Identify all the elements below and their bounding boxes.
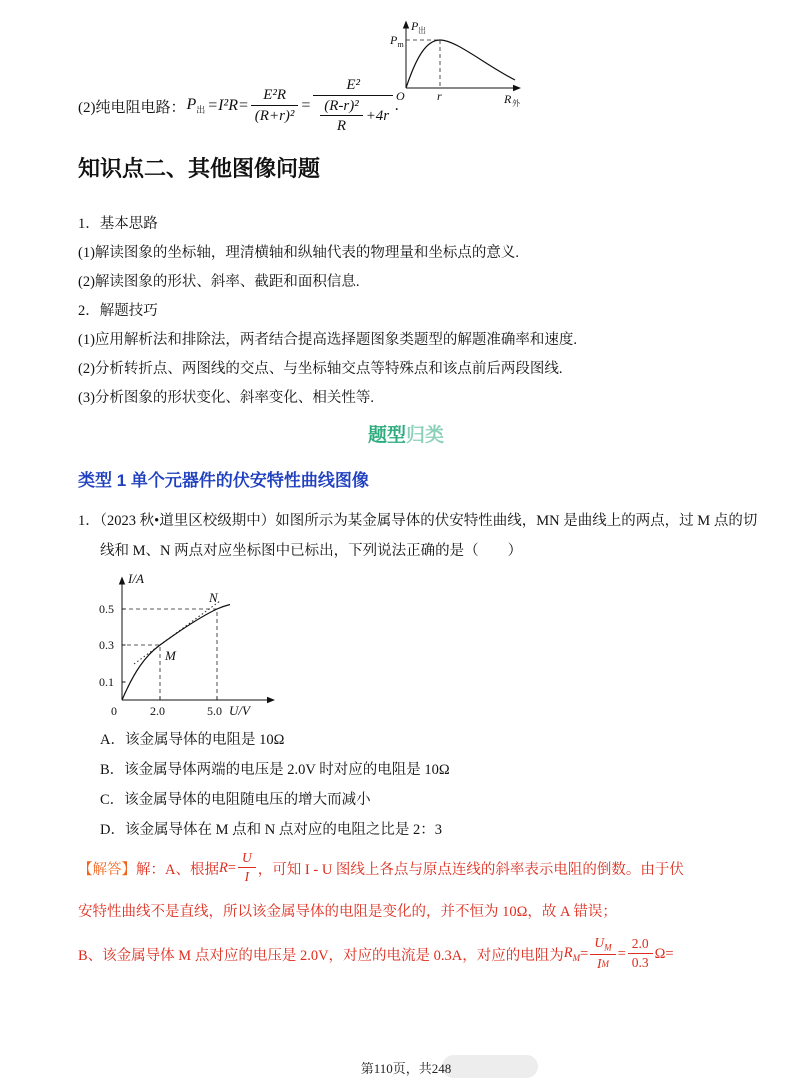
- fraction-2: E² $\frac{\text{(R-r)²}}{R}$ +4r: [313, 76, 393, 136]
- y-tick-label: 0.5: [99, 602, 114, 616]
- question-text: 1．（2023 秋•道里区校级期中）如图所示为某金属导体的伏安特性曲线，MN 是曲线上的两点，过 M 点的切线和 M、N 两点对应坐标图中已标出，下列说法正确的是（ ）: [78, 513, 758, 559]
- equals-sign: =: [617, 945, 626, 962]
- fraction-1: $\frac{\text{E²R}}{\text{(R+r)²}}$: [251, 86, 299, 126]
- r-external-axis-sub: 外: [512, 99, 520, 108]
- options-list: [100, 723, 450, 843]
- y-axis-arrow: [119, 577, 125, 585]
- formula-eq1: =I²R=: [207, 97, 249, 114]
- formula-eq2: =: [300, 97, 312, 114]
- answer-text: ，可知 I - U 图线上各点与原点连线的斜率表示电阻的倒数。由于伏: [257, 861, 684, 878]
- u-over-i-fraction: $\frac{U}{I}$: [238, 850, 256, 886]
- knowledge-lines: [78, 208, 577, 411]
- p-out-variable: $P_出$: [186, 95, 206, 116]
- power-curve: [406, 40, 515, 88]
- y-tick-label: 0.1: [99, 675, 114, 689]
- pm-label: P: [390, 33, 398, 47]
- r-external-axis-label: R: [504, 92, 512, 106]
- answer-text: B、该金属导体 M 点对应的电压是 2.0V，对应的电流是 0.3A，对应的电阻为: [78, 947, 564, 964]
- section-heading: 知识点二、其他图像问题: [78, 156, 321, 181]
- point-n-label: N: [209, 590, 218, 605]
- voltage-axis-label: U/V: [229, 703, 250, 718]
- r-variable: R: [218, 859, 228, 876]
- power-graph-figure: [388, 16, 528, 113]
- knowledge-line: (1)解读图象的坐标轴，理清横轴和纵轴代表的物理量和坐标点的意义.: [78, 245, 520, 261]
- x-axis-arrow: [513, 85, 521, 91]
- answer-text: 解：A、根据: [136, 861, 219, 878]
- current-axis-label: I/A: [128, 571, 144, 586]
- iv-characteristic-graph: [88, 568, 288, 728]
- answer-label: 【解答】: [78, 861, 136, 878]
- numeric-fraction: $\frac{2.0}{0.3}$: [628, 936, 653, 972]
- formula-label: (2)纯电阻电路：: [78, 99, 186, 116]
- answer-line-2: [78, 890, 768, 930]
- p-out-axis-label: P: [411, 19, 419, 33]
- knowledge-line: (1)应用解析法和排除法，两者结合提高选择题图象类题型的解题准确率和速度.: [78, 332, 578, 348]
- badge-part2: 归类: [406, 425, 445, 446]
- knowledge-line: (2)分析转折点、两图线的交点、与坐标轴交点等特殊点和该点前后两段图线.: [78, 361, 563, 377]
- equals-sign: =: [580, 945, 589, 962]
- iv-graph-figure: [88, 568, 288, 733]
- origin-label: O: [396, 89, 405, 103]
- pure-resistance-formula: [78, 70, 400, 142]
- equals-sign: =: [227, 859, 237, 876]
- option-d: D．该金属导体在 M 点和 N 点对应的电阻之比是 2：3: [100, 821, 442, 838]
- answer-text: Ω=: [654, 945, 674, 962]
- p-out-axis-sub: 出: [418, 26, 426, 35]
- y-tick-label: 0.3: [99, 638, 114, 652]
- formula-period: .: [395, 97, 400, 114]
- knowledge-line: 1．基本思路: [78, 216, 158, 232]
- option-a: A．该金属导体的电阻是 10Ω: [100, 731, 285, 748]
- iv-curve: [122, 605, 230, 701]
- rm-variable: $R_M$: [563, 945, 581, 963]
- formula-math: [186, 76, 401, 136]
- option-b: B．该金属导体两端的电压是 2.0V 时对应的电阻是 10Ω: [100, 761, 450, 778]
- um-over-im-fraction: $U_M$ I M: [590, 935, 615, 973]
- badge-part1: 题型: [367, 425, 406, 446]
- knowledge-line: (2)解读图象的形状、斜率、截距和面积信息.: [78, 274, 360, 290]
- knowledge-line: 2．解题技巧: [78, 303, 158, 319]
- answer-block: [78, 846, 768, 978]
- origin-tick-label: 0: [111, 704, 117, 718]
- x-tick-label: 5.0: [207, 704, 222, 718]
- point-m-label: M: [165, 648, 176, 663]
- x-tick-label: 2.0: [150, 704, 165, 718]
- peak-guide-dashes: [406, 40, 440, 88]
- answer-line-3: [78, 930, 768, 978]
- y-axis-arrow: [403, 21, 409, 29]
- answer-line-1: [78, 846, 768, 890]
- point-m-guides: [122, 645, 160, 700]
- page-footer: 第110页，共248: [360, 1061, 452, 1076]
- pm-label-sub: m: [397, 40, 404, 49]
- answer-text: 安特性曲线不是直线，所以该金属导体的电阻是变化的，并不恒为 10Ω，故 A 错误；: [78, 903, 617, 920]
- knowledge-line: (3)分析图象的形状变化、斜率变化、相关性等.: [78, 390, 375, 406]
- fraction-2-inner: $\frac{\text{(R-r)²}}{R}$: [320, 97, 362, 137]
- type1-heading: 类型 1 单个元器件的伏安特性曲线图像: [78, 471, 369, 490]
- r-tick-label: r: [437, 89, 442, 103]
- power-vs-resistance-graph: [388, 16, 528, 108]
- question-type-badge: [0, 420, 812, 447]
- option-c: C．该金属导体的电阻随电压的增大而减小: [100, 791, 371, 808]
- x-axis-arrow: [267, 697, 275, 703]
